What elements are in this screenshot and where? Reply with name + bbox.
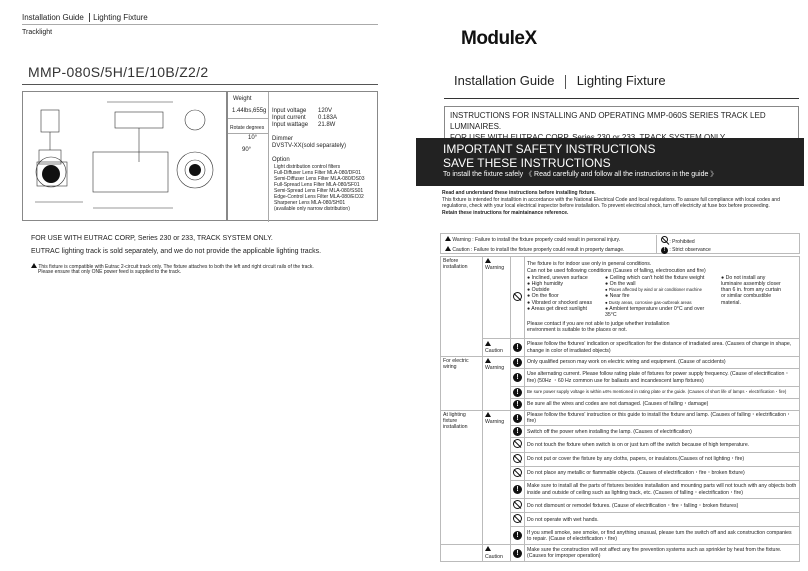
current-label: Input current bbox=[272, 115, 306, 121]
top-mount-block bbox=[115, 112, 163, 128]
front-mount-circle bbox=[185, 110, 205, 130]
rule-row: Please follow the fixtures' instruction or this guide to install the fixture and lamp. (Causes of falling・electrification・fire) bbox=[527, 412, 792, 425]
legend-warning: Warning : Failure to install the fixture properly could result in personal injury. bbox=[445, 236, 620, 243]
rule-row: Switch off the power when installing the lamp. (Causes of electrification) bbox=[527, 428, 692, 435]
strict-icon: ! bbox=[513, 358, 522, 367]
rule-row: Be sure all the wires and codes are not damaged. (Causes of falling・damage) bbox=[527, 401, 709, 408]
instr-line1: INSTRUCTIONS FOR INSTALLING AND OPERATING MMP-060S SERIES TRACK LED LUMINAIRES. bbox=[450, 111, 766, 131]
track-notice: FOR USE WITH EUTRAC CORP, Series 230 or 233, TRACK SYSTEM ONLY. bbox=[31, 235, 273, 242]
read-body: This fixture is intended for installtion in accordance with the National Electrical Code and local regulations. To assure full compliance with local codes and regulations, check with your local electrical inspector before installation. To prevent electrical shock, turn off electricity at fuse box before proceeding. bbox=[442, 197, 780, 209]
safety-subtitle: To install the fixture safely 《 Read carefully and follow all the instructions in the guide 》 bbox=[443, 171, 718, 178]
prohibited-icon bbox=[513, 292, 522, 301]
condition-item: Outside bbox=[531, 287, 550, 294]
wattage-label: Input wattage bbox=[272, 122, 309, 128]
retain-note: Retain these instructions for maintainance reference. bbox=[442, 210, 569, 216]
condition-item: Places affected by wind or air conditioner machine bbox=[608, 287, 702, 293]
section-lighting: At lighting fixture installation bbox=[443, 412, 468, 431]
voltage-value: 120V bbox=[318, 108, 333, 114]
legend-caution: Caution : Failure to install the fixture properly could result in property damage. bbox=[445, 246, 624, 253]
option-line: Semi-Diffuser Lens Filter MLA-080/DS03 bbox=[274, 176, 365, 182]
right-title bbox=[444, 73, 799, 89]
curtain-distance-note: Do not install any luminaire assembly closer than 6 in. from any curtain or similar combustible material. bbox=[721, 274, 781, 306]
option-line: Edge-Control Lens Filter MLA-080/EC02 bbox=[274, 194, 364, 200]
option-label: Option bbox=[272, 157, 290, 163]
header-guide: Installation Guide bbox=[22, 13, 84, 22]
strict-icon: ! bbox=[513, 549, 522, 558]
strict-icon: ! bbox=[513, 400, 522, 409]
safety-title1: IMPORTANT SAFETY INSTRUCTIONS bbox=[443, 142, 656, 156]
fixture-dimension-svg bbox=[23, 92, 228, 222]
legend-symbols: : Prohibited ! : Strict observance bbox=[656, 235, 711, 254]
warning-icon bbox=[485, 358, 491, 363]
option-line: (available only narrow distribution) bbox=[274, 206, 350, 212]
rule-row: Do not place any metallic or flammable objects. (Causes of electrification・fire・broken fixture) bbox=[527, 470, 745, 477]
model-number: MMP-080S/5H/1E/10B/Z2/2 bbox=[28, 64, 209, 80]
condition-item: On the floor bbox=[531, 293, 559, 300]
strict-icon: ! bbox=[513, 485, 522, 494]
condition-item: Ceiling which can't hold the fixture weight bbox=[609, 274, 705, 281]
side-mount-block bbox=[41, 110, 59, 132]
warning-icon bbox=[445, 236, 451, 241]
front-lens-dark bbox=[189, 164, 201, 176]
dimmer-value: DVSTV-XX(sold separately) bbox=[272, 143, 347, 149]
track-sold-separately: EUTRAC lighting track is sold separately, and we do not provide the applicable lighting tracks. bbox=[31, 248, 322, 255]
spec-table bbox=[227, 91, 378, 221]
spec-vertical-divider bbox=[268, 92, 269, 222]
legend-box bbox=[440, 233, 800, 254]
rule-row: Use alternating current. Please follow rating plate of fixtures for power supply frequency. (Cause of electrification・fire) (50Hz ・60 Hz common use for ballasts and incandescent lamp fixtures) bbox=[527, 371, 790, 384]
caution-icon bbox=[445, 246, 451, 251]
prohibited-icon bbox=[513, 468, 522, 477]
side-lens-dark bbox=[42, 165, 60, 183]
dimension-drawing bbox=[22, 91, 227, 221]
rule-row: Only qualified person may work on electric wiring and equipment. (Cause of accidents) bbox=[527, 359, 726, 366]
warning-icon bbox=[485, 258, 491, 263]
condition-item: Dusty areas, corrosive gas-outbreak areas bbox=[608, 299, 692, 305]
rule-row: Do not dismount or remodel fixtures. (Cause of electrification・fire・falling・broken fixtures) bbox=[527, 502, 739, 509]
option-list bbox=[274, 164, 365, 212]
prohibited-icon bbox=[513, 454, 522, 463]
rule-row: Do not operate with wet hands. bbox=[527, 516, 599, 523]
dimmer-label: Dimmer bbox=[272, 136, 293, 142]
rotate-label: Rotate degrees bbox=[230, 125, 265, 131]
strict-icon: ! bbox=[513, 373, 522, 382]
option-line: Light distribution control filters bbox=[274, 164, 341, 170]
prohibited-icon bbox=[513, 500, 522, 509]
prohibited-icon bbox=[661, 236, 668, 243]
warning-icon bbox=[31, 263, 37, 268]
title-guide: Installation Guide bbox=[454, 73, 555, 88]
rule-row: Be sure power supply voltage is within ±6% mentioned in rating plate or the guide. (Causes of short life of lamps・electrification・fire) bbox=[527, 389, 787, 395]
brand-logo: ModuleX bbox=[461, 28, 537, 49]
weight-value: 1.44lbs,655g bbox=[232, 108, 267, 114]
safety-title2: SAVE THESE INSTRUCTIONS bbox=[443, 156, 611, 170]
rule-row: Please follow the fixtures' indication or specification for the distance of irradiated area. (Causes of change in shape, change in color of irradiated objects) bbox=[527, 341, 792, 354]
prohibited-icon bbox=[513, 439, 522, 448]
read-title: Read and understand these instructions before installing fixture. bbox=[442, 190, 596, 196]
contact-note: Please contact if you are not able to judge whether installation environment is suitable to the places or not. bbox=[527, 321, 670, 334]
voltage-label: Input voltage bbox=[272, 108, 307, 114]
conditions-cell: The fixture is for indoor use only in general conditions. Can not be used following conditions (Causes of falling, electrocution and fire) ● Inclined, uneven surface ● High humidity ● Outside ● On the floor ● Vibrated or shocked areas ● Areas get direct sunlight ● Ceiling which can't hold the fixture weight ● On the wall ● Places affected by wind or air conditioner machine ● Near fire ● Dusty areas, corrosive gas-outbreak areas ● Ambient temperature under 0°C and over 35°C ● Do not install any luminaire assembly closer than 6 in. from any curtain or similar combustible material. Please contact if you are not able to judge whether installation environment is suitable to the places or not. bbox=[525, 257, 800, 339]
strict-icon: ! bbox=[513, 427, 522, 436]
condition-item: Ambient temperature under 0°C and over 35°C bbox=[605, 305, 705, 318]
safety-banner bbox=[416, 138, 804, 186]
rule-row: Do not touch the fixture when switch is on or just turn off the switch because of high temperature. bbox=[527, 441, 750, 448]
option-line: Semi-Spread Lens Filter MLA-080/SS01 bbox=[274, 188, 364, 194]
weight-label: Weight bbox=[233, 96, 252, 102]
condition-item: Areas get direct sunlight bbox=[531, 305, 587, 312]
angle-90: 90° bbox=[242, 147, 252, 153]
condition-item: Near fire bbox=[609, 293, 630, 300]
option-line: Full-Diffuser Lens Filter MLA-080/DF01 bbox=[274, 170, 361, 176]
strict-icon: ! bbox=[513, 343, 522, 352]
header-rule bbox=[22, 24, 378, 25]
section-before: Before installation bbox=[443, 258, 468, 271]
angle-10: 10° bbox=[248, 135, 258, 141]
top-head-body bbox=[93, 152, 168, 192]
wattage-value: 21.8W bbox=[318, 122, 336, 128]
compat-warning-line2: Please ensure that only ONE power feed is supplied to the track. bbox=[38, 269, 182, 275]
section-electric: For electric wiring bbox=[443, 358, 469, 371]
rule-row: Do not put or cover the fixture by any cloths, papers, or insulators.(Causes of not lighting・fire) bbox=[527, 456, 745, 463]
option-line: Sharpener Lens MLA-080/SH01 bbox=[274, 200, 346, 206]
header-fixture: Lighting Fixture bbox=[93, 13, 148, 22]
rule-row: Make sure the construction will not affect any fire prevention systems such as sprinkler by heat from the fixture. (Causes for improper operation) bbox=[527, 546, 782, 560]
condition-item: Inclined, uneven surface bbox=[531, 274, 588, 281]
rule-row: Make sure to install all the parts of fixtures besides installation and mounting parts will not touch with any objects both inside and outside of ceiling such as lighting track, etc. (Causes of falling・electrification・fire) bbox=[527, 483, 797, 496]
spec-divider bbox=[228, 133, 268, 134]
condition-item: On the wall bbox=[609, 280, 636, 287]
safety-table: Before installation Warning The fixture is for indoor use only in general conditions. Can not be used following conditions (Causes of falling, electrocution and fire) ● Inclined, uneven surface ● High humidity ● Outside ● On the floor ● Vibrated or shocked areas ● Areas get direct sunlight ● Ceiling which can't hold the fixture weight ● On the wall ● Places affected by wind or air conditioner machine ● Near fire ● Dusty areas, corrosive gas-outbreak areas ● Ambient temperature under 0°C and over 35°C ● Do not install any luminaire assembly closer than 6 in. from any curtain or similar combustible material. Please contact if you are not able to judge whether installation environment is suitable to the places or not. Caution ! Please follow the fixtures' indication or specification for the distance of irradiated area. (Causes of change in shape, change in color of irradiated objects) For electric wiring Warning ! Only qualified person may work on electric wiring and equipment. (Cause of accidents) ! Use alternating current. Please follow rating plate of fixtures for power supply frequency. (Cause of electrification・fire) (50Hz ・60 Hz common use for ballasts and incandescent lamp fixtures) ! Be sure power supply voltage is within ±6% mentioned in rating plate or the guide. (Causes of short life of lamps・electrification・fire) ! Be sure all the wires and codes are not damaged. (Causes of falling・damage) At lighting fixture installation Warning ! Please follow the fixtures' instruction or this guide to install the fixture and lamp. (Causes of falling・electrification・fire) ! Switch off the power when installing the lamp. (Causes of electrification) Do not touch the fixture when switch is on or just turn off the switch because of high temperature. Do not put or cover the fixture by any cloths, papers, or insulators.(Causes of not lighting・fire) Do not place any metallic or flammable objects. (Causes of electrification・fire・broken fixture) ! Make sure to install all the parts of fixtures besides installation and mounting parts will not touch with any objects both inside and outside of ceiling such as lighting track, etc. (Causes of falling・electrification・fire) Do not dismount or remodel fixtures. (Cause of electrification・fire・falling・broken fixtures) Do not operate with wet hands. ! If you smell smoke, see smoke, or find anything unusual, please turn the switch off and ask construction companies to repair. (Cause of electrification・fire) Caution ! Make sure the construction will not affect any fire prevention systems such as sprinkler by heat from the fixture. (Causes for improper operation) bbox=[440, 256, 800, 562]
strict-icon: ! bbox=[513, 388, 522, 397]
strict-icon: ! bbox=[513, 414, 522, 423]
condition-item: Vibrated or shocked areas bbox=[531, 299, 593, 306]
rule-row: If you smell smoke, see smoke, or find anything unusual, please turn the switch off and ask construction companies to repair. (Cause of electrification・fire) bbox=[527, 529, 792, 542]
prohibited-icon bbox=[513, 514, 522, 523]
condition-item: High humidity bbox=[531, 280, 564, 287]
strict-icon: ! bbox=[661, 247, 668, 254]
title-fixture: Lighting Fixture bbox=[576, 73, 666, 88]
left-header bbox=[22, 13, 148, 22]
strict-icon: ! bbox=[513, 531, 522, 540]
read-section bbox=[442, 190, 799, 216]
warning-icon bbox=[485, 412, 491, 417]
option-line: Full-Spread Lens Filter MLA-080/SF01 bbox=[274, 182, 360, 188]
caution-icon bbox=[485, 341, 491, 346]
current-value: 0.183A bbox=[318, 115, 338, 121]
model-rule bbox=[22, 84, 378, 85]
compat-warning-line1: This fixture is compatible with Eutrac 2-circuit track only. The fixture attaches to both the left and right circuit rails of the track. bbox=[38, 264, 314, 270]
spec-divider bbox=[228, 118, 268, 119]
header-category: Tracklight bbox=[22, 29, 53, 36]
title-rule bbox=[444, 98, 799, 99]
caution-icon bbox=[485, 546, 491, 551]
